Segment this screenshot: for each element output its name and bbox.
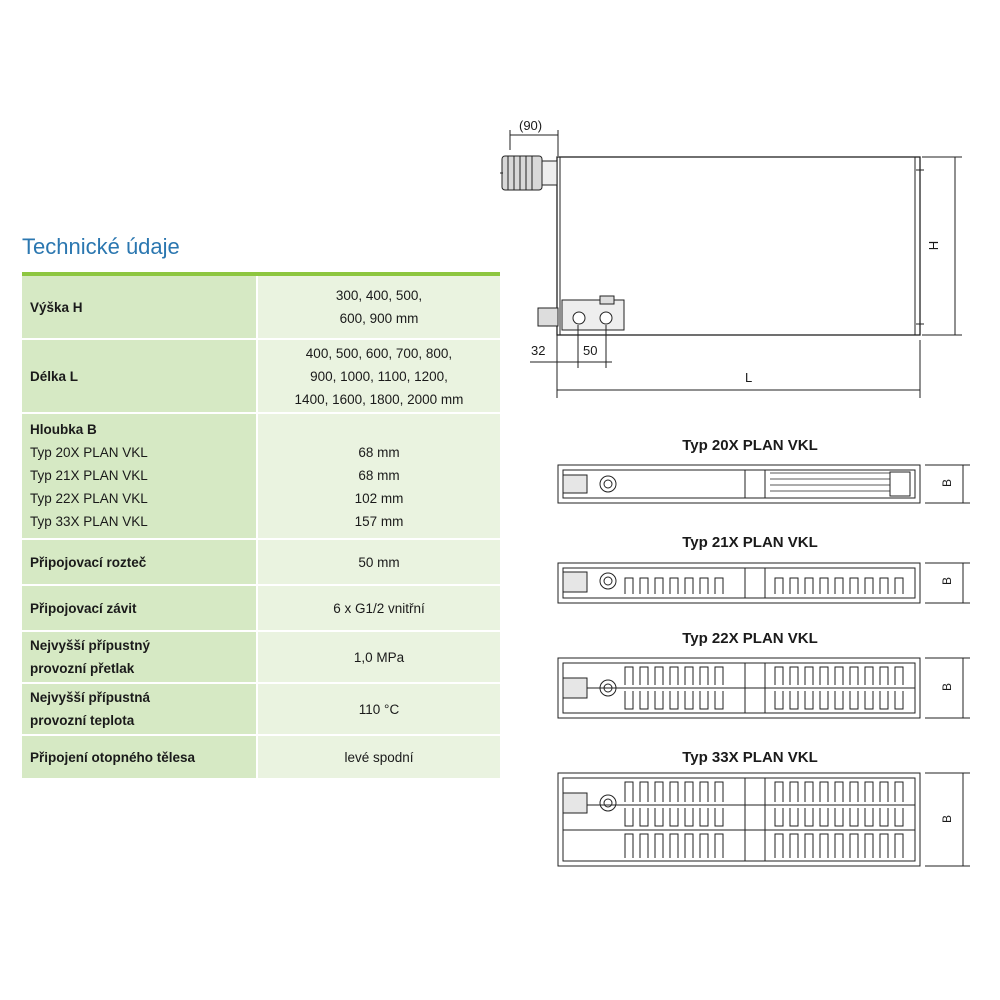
dim-l-label: L <box>745 370 753 385</box>
value-line: 50 mm <box>358 554 400 570</box>
value-line: 400, 500, 600, 700, 800, <box>305 345 453 361</box>
label-line: Připojovací rozteč <box>30 554 147 570</box>
type-20x-section <box>558 465 970 503</box>
type-title: Typ 33X PLAN VKL <box>682 749 818 766</box>
label-line: provozní přetlak <box>30 661 135 676</box>
label-line: Typ 33X PLAN VKL <box>30 514 148 529</box>
value-line: 102 mm <box>354 491 404 506</box>
label-line: Typ 21X PLAN VKL <box>30 468 148 483</box>
value-line: 68 mm <box>358 468 400 483</box>
value-line: 300, 400, 500, <box>335 288 423 303</box>
label-line: Typ 22X PLAN VKL <box>30 491 148 506</box>
label-line: Výška H <box>30 299 83 315</box>
label-line: Připojovací závit <box>30 600 137 616</box>
type-33x-section <box>558 773 970 866</box>
dim-h-label: H <box>926 240 942 251</box>
label-line: Připojení otopného tělesa <box>30 749 196 765</box>
type-title: Typ 22X PLAN VKL <box>682 630 818 647</box>
value-line: levé spodní <box>344 749 414 765</box>
depth-b-label: B <box>940 682 955 692</box>
value-line: 6 x G1/2 vnitřní <box>333 600 425 616</box>
label-line: Nejvyšší přípustný <box>30 638 151 653</box>
dim-32-label: 32 <box>531 343 546 358</box>
value-line: 600, 900 mm <box>339 311 419 326</box>
value-line: 1,0 MPa <box>353 649 405 665</box>
value-line: 1400, 1600, 1800, 2000 mm <box>294 391 464 407</box>
label-line: Hloubka B <box>30 422 97 437</box>
depth-b-label: B <box>940 478 955 488</box>
type-21x-section <box>558 563 970 603</box>
label-line: Typ 20X PLAN VKL <box>30 445 148 460</box>
depth-b-label: B <box>940 576 955 586</box>
label-line: Nejvyšší přípustná <box>30 690 151 705</box>
label-line: provozní teplota <box>30 713 135 728</box>
value-line: 68 mm <box>358 445 400 460</box>
type-title: Typ 21X PLAN VKL <box>682 534 818 551</box>
value-line: 900, 1000, 1100, 1200, <box>310 368 448 384</box>
section-title: Technické údaje <box>22 234 180 259</box>
type-title: Typ 20X PLAN VKL <box>682 437 818 454</box>
dim-50-label: 50 <box>583 343 598 358</box>
value-line: 110 °C <box>358 701 400 717</box>
dim-90-label: (90) <box>519 118 543 133</box>
value-line: 157 mm <box>354 514 404 529</box>
depth-b-label: B <box>940 814 955 824</box>
type-22x-section <box>558 658 970 718</box>
label-line: Délka L <box>30 368 79 384</box>
